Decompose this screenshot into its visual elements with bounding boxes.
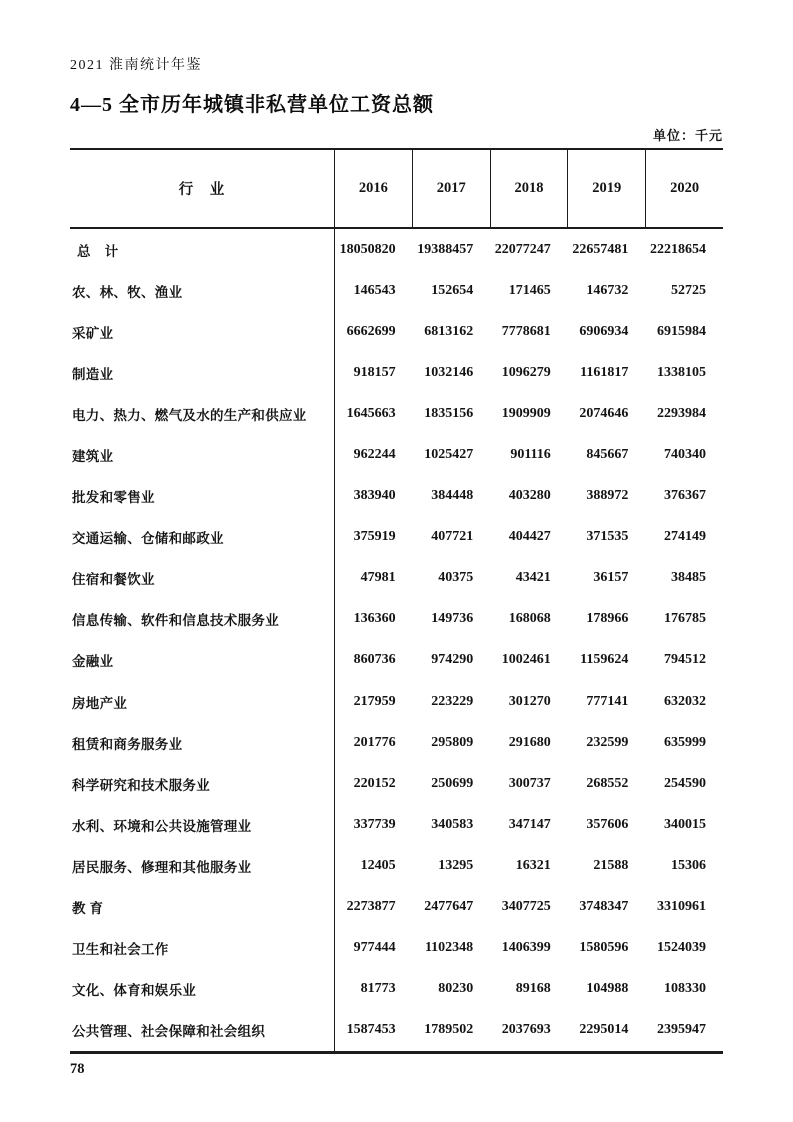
table-row [70,352,723,393]
table-row [70,393,723,434]
table-row [70,1010,723,1051]
cell-value: 3310961 [656,899,706,915]
table-row [70,969,723,1010]
cell-value: 2074646 [579,405,629,421]
cell-value: 16321 [515,857,551,873]
cell-value: 146732 [586,282,629,298]
cell-value: 384448 [431,488,474,504]
column-header-year: 2020 [670,180,700,196]
cell-value: 22077247 [494,241,551,257]
cell-value: 1835156 [424,405,474,421]
cell-value: 962244 [353,447,396,463]
cell-value: 6906934 [579,323,629,339]
column-header-year: 2019 [568,150,646,227]
cell-value: 171465 [508,282,551,298]
cell-value: 40375 [438,570,474,586]
cell-value: 89168 [515,981,551,997]
cell-value: 340583 [431,816,474,832]
cell-value: 38485 [670,570,706,586]
cell-value: 274149 [663,529,706,545]
cell-value: 740340 [663,447,706,463]
cell-value: 104988 [586,981,629,997]
running-head: 2021 淮南统计年鉴 [70,58,202,73]
row-label: 信息传输、软件和信息技术服务业 [70,599,335,640]
cell-value: 254590 [663,775,706,791]
cell-value: 340015 [663,816,706,832]
table-row [70,928,723,969]
cell-value: 3748347 [579,899,629,915]
row-label: 农、林、牧、渔业 [70,270,335,311]
table-row [70,270,723,311]
cell-value: 80230 [438,981,474,997]
cell-value: 301270 [508,693,551,709]
cell-value: 1002461 [501,652,551,668]
cell-value: 860736 [353,652,396,668]
row-label: 科学研究和技术服务业 [70,763,335,804]
cell-value: 19388457 [417,241,474,257]
cell-value: 1587453 [346,1022,396,1038]
cell-value: 47981 [360,570,396,586]
cell-value: 2395947 [656,1022,706,1038]
cell-value: 7778681 [501,323,551,339]
cell-value: 300737 [508,775,551,791]
cell-value: 383940 [353,488,396,504]
cell-value: 146543 [353,282,396,298]
cell-value: 149736 [431,611,474,627]
cell-value: 22218654 [649,241,706,257]
cell-value: 15306 [670,857,706,873]
cell-value: 777141 [586,693,629,709]
table-row [70,434,723,475]
cell-value: 1025427 [424,447,474,463]
cell-value: 347147 [508,816,551,832]
column-header-industry: 行 业 [70,150,335,227]
cell-value: 2293984 [656,405,706,421]
cell-value: 388972 [586,488,629,504]
row-label: 公共管理、社会保障和社会组织 [70,1010,335,1051]
table-row [70,722,723,763]
table-row [70,681,723,722]
cell-value: 13295 [438,857,474,873]
cell-value: 223229 [431,693,474,709]
cell-value: 291680 [508,734,551,750]
row-label: 交通运输、仓储和邮政业 [70,517,335,558]
row-label: 水利、环境和公共设施管理业 [70,804,335,845]
cell-value: 201776 [353,734,396,750]
page-number: 78 [70,1060,85,1077]
cell-value: 918157 [353,364,396,380]
table-row [70,887,723,928]
cell-value: 6915984 [656,323,706,339]
table-header-row [70,150,723,229]
cell-value: 794512 [663,652,706,668]
cell-value: 295809 [431,734,474,750]
cell-value: 12405 [360,857,396,873]
cell-value: 3407725 [501,899,551,915]
cell-value: 2273877 [346,899,396,915]
row-label: 房地产业 [70,681,335,722]
cell-value: 52725 [670,282,706,298]
cell-value: 376367 [663,488,706,504]
row-label: 批发和零售业 [70,476,335,517]
cell-value: 220152 [353,775,396,791]
cell-value: 1580596 [579,940,629,956]
cell-value: 152654 [431,282,474,298]
row-label: 教 育 [70,887,335,928]
cell-value: 1909909 [501,405,551,421]
cell-value: 136360 [353,611,396,627]
column-header-year: 2016 [335,150,413,227]
cell-value: 2037693 [501,1022,551,1038]
cell-value: 407721 [431,529,474,545]
cell-value: 404427 [508,529,551,545]
table-row [70,845,723,886]
cell-value: 371535 [586,529,629,545]
cell-value: 403280 [508,488,551,504]
cell-value: 43421 [515,570,551,586]
cell-value: 1645663 [346,405,396,421]
cell-value: 337739 [353,816,396,832]
table-row [70,311,723,352]
table-row [70,229,723,270]
cell-value: 168068 [508,611,551,627]
row-label: 建筑业 [70,434,335,475]
cell-value: 845667 [586,447,629,463]
cell-value: 217959 [353,693,396,709]
cell-value: 1096279 [501,364,551,380]
cell-value: 632032 [663,693,706,709]
cell-value: 375919 [353,529,396,545]
row-label: 居民服务、修理和其他服务业 [70,845,335,886]
table-row [70,517,723,558]
table-row [70,599,723,640]
cell-value: 36157 [593,570,629,586]
cell-value: 268552 [586,775,629,791]
cell-value: 977444 [353,940,396,956]
cell-value: 901116 [510,447,551,463]
cell-value: 974290 [431,652,474,668]
cell-value: 357606 [586,816,629,832]
cell-value: 1159624 [580,652,629,668]
cell-value: 1102348 [424,940,474,956]
table-row [70,763,723,804]
table-row [70,558,723,599]
row-label: 制造业 [70,352,335,393]
cell-value: 176785 [663,611,706,627]
cell-value: 6662699 [346,323,396,339]
cell-value: 1338105 [656,364,706,380]
cell-value: 1161817 [580,364,629,380]
row-label: 金融业 [70,640,335,681]
cell-value: 1789502 [424,1022,474,1038]
row-label: 电力、热力、燃气及水的生产和供应业 [70,393,335,434]
table-body [70,229,723,1051]
cell-value: 21588 [593,857,629,873]
cell-value: 108330 [663,981,706,997]
cell-value: 18050820 [339,241,396,257]
cell-value: 1406399 [501,940,551,956]
table-row [70,640,723,681]
cell-value: 1032146 [424,364,474,380]
cell-value: 635999 [663,734,706,750]
document-content [70,0,723,1078]
page-title: 4—5 全市历年城镇非私营单位工资总额 [70,94,434,116]
cell-value: 22657481 [572,241,629,257]
wage-table [70,148,723,1054]
cell-value: 1524039 [656,940,706,956]
row-label: 总 计 [70,229,335,270]
unit-note: 单位：千元 [652,128,723,143]
row-label: 采矿业 [70,311,335,352]
cell-value: 178966 [586,611,629,627]
row-label: 租赁和商务服务业 [70,722,335,763]
row-label: 卫生和社会工作 [70,928,335,969]
table-row [70,476,723,517]
column-header-year: 2018 [491,150,569,227]
cell-value: 2477647 [424,899,474,915]
cell-value: 2295014 [579,1022,629,1038]
cell-value: 250699 [431,775,474,791]
column-header-year: 2017 [413,150,491,227]
cell-value: 232599 [586,734,629,750]
cell-value: 6813162 [424,323,474,339]
row-label: 文化、体育和娱乐业 [70,969,335,1010]
cell-value: 81773 [360,981,396,997]
row-label: 住宿和餐饮业 [70,558,335,599]
table-row [70,804,723,845]
